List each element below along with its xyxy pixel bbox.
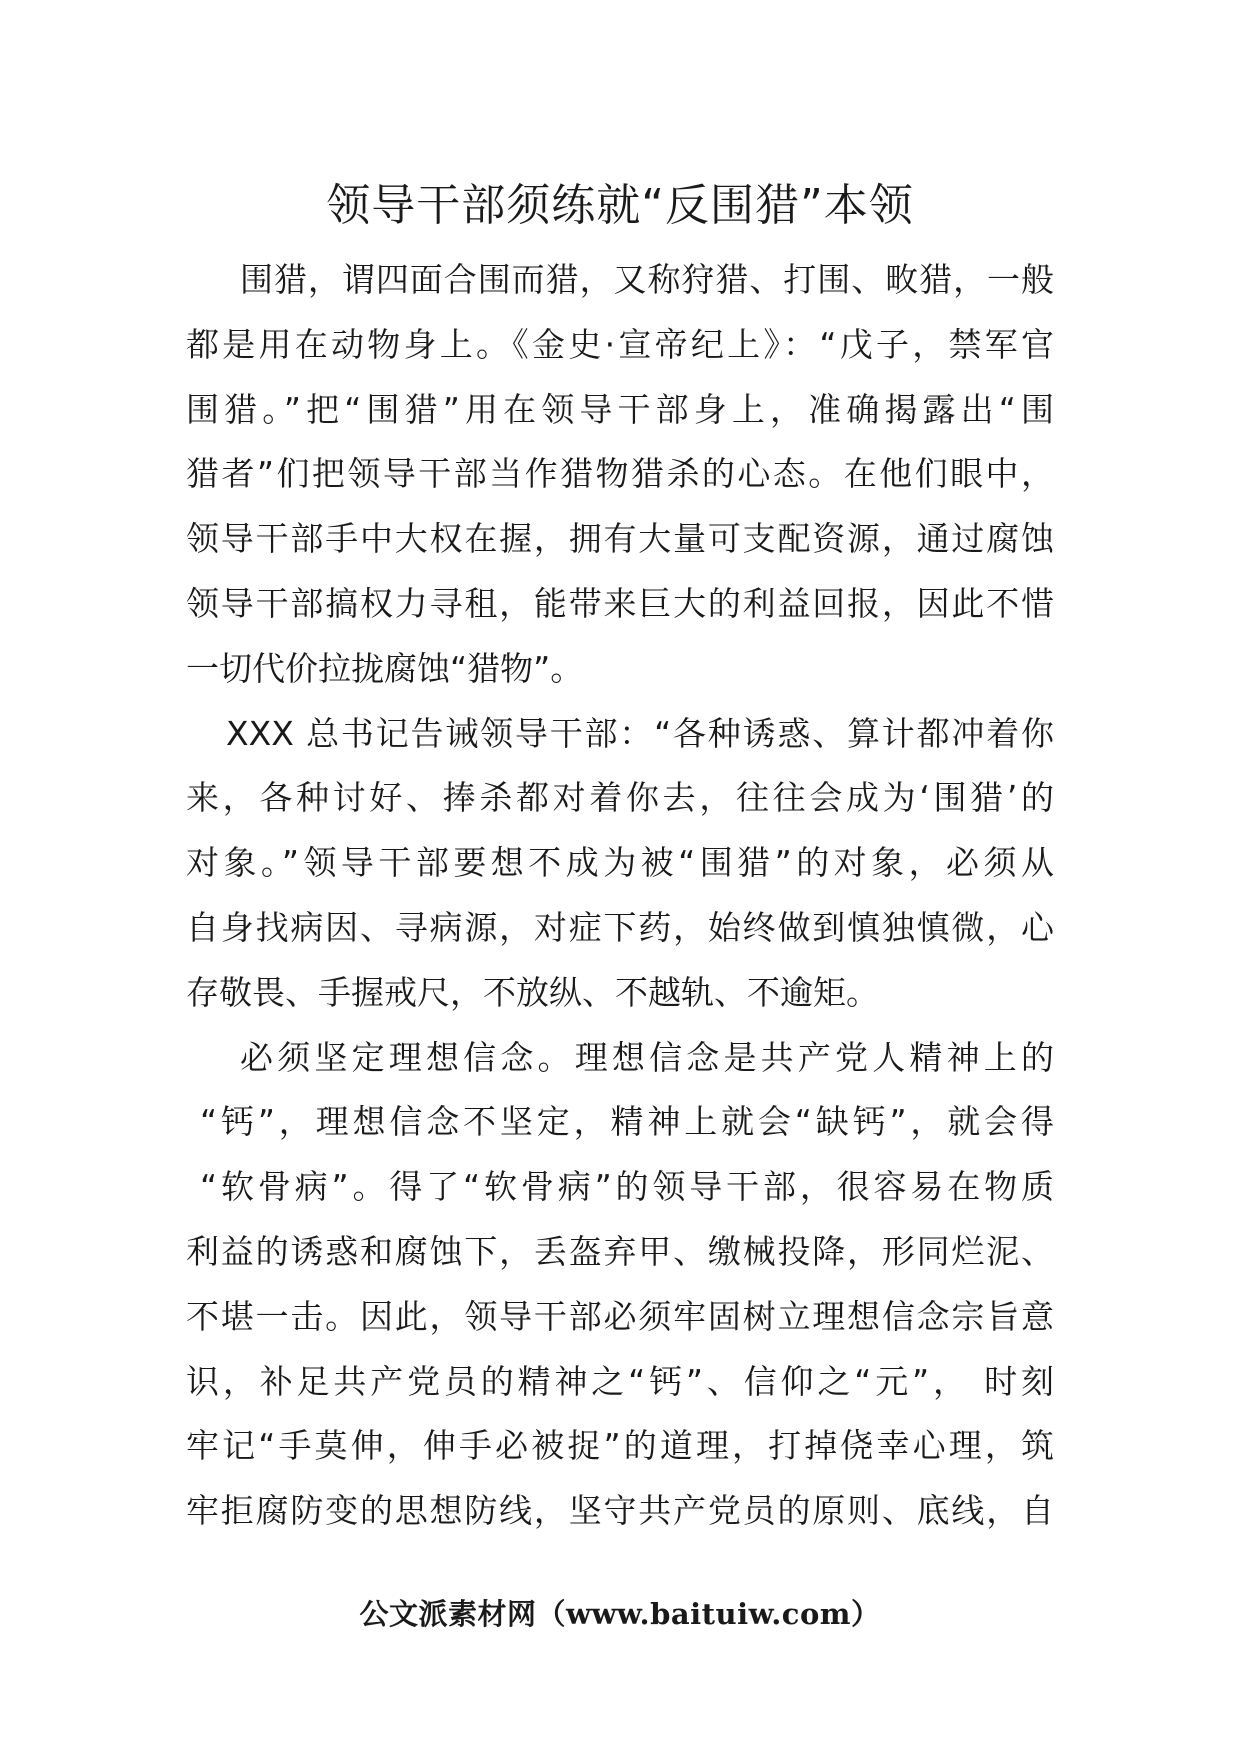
- text-line: “钙”，理想信念不坚定，精神上就会“缺钙”，就会得: [200, 1102, 1054, 1142]
- body-text: [186, 248, 1054, 1544]
- text-line: 自身找病因、寻病源，对症下药，始终做到慎独慎微，心: [186, 907, 1054, 947]
- text-line: XXX 总书记告诫领导干部：“各种诱惑、算计都冲着你: [226, 713, 1054, 753]
- text-line: 猎者”们把领导干部当作猎物猎杀的心态。在他们眼中，: [186, 454, 1054, 494]
- text-line: 识，补足共产党员的精神之“钙”、信仰之“元”， 时刻: [186, 1361, 1054, 1401]
- text-line: 一切代价拉拢腐蚀“猎物”。: [186, 648, 584, 688]
- page-title: 领导干部须练就“反围猎”本领: [326, 180, 914, 231]
- text-line: 牢拒腐防变的思想防线，坚守共产党员的原则、底线，自: [186, 1491, 1054, 1531]
- text-line: 围猎，谓四面合围而猎，又称狩猎、打围、畋猎，一般: [240, 260, 1054, 299]
- footer-watermark: 公文派素材网（www.baituiw.com）: [359, 1597, 881, 1631]
- text-line: 领导干部手中大权在握，拥有大量可支配资源，通过腐蚀: [186, 519, 1054, 559]
- text-line: 对象。”领导干部要想不成为被“围猎”的对象，必须从: [186, 843, 1054, 883]
- text-line: “软骨病”。得了“软骨病”的领导干部，很容易在物质: [200, 1167, 1054, 1207]
- text-line: 都是用在动物身上。《金史·宣帝纪上》：“戊子，禁军官: [186, 324, 1054, 364]
- text-line: 领导干部搞权力寻租，能带来巨大的利益回报，因此不惜: [186, 583, 1054, 623]
- text-line: 存敬畏、手握戒尺，不放纵、不越轨、不逾矩。: [186, 972, 879, 1012]
- text-line: 来，各种讨好、捧杀都对着你去，往往会成为‘围猎’的: [186, 778, 1054, 818]
- text-line: 围猎。”把“围猎”用在领导干部身上，准确揭露出“围: [186, 389, 1054, 429]
- text-line: 牢记“手莫伸，伸手必被捉”的道理，打掉侥幸心理，筑: [186, 1426, 1054, 1466]
- text-line: 利益的诱惑和腐蚀下，丢盔弃甲、缴械投降，形同烂泥、: [186, 1231, 1054, 1271]
- text-line: 不堪一击。因此，领导干部必须牢固树立理想信念宗旨意: [186, 1296, 1054, 1336]
- text-line: 必须坚定理想信念。理想信念是共产党人精神上的: [240, 1037, 1054, 1077]
